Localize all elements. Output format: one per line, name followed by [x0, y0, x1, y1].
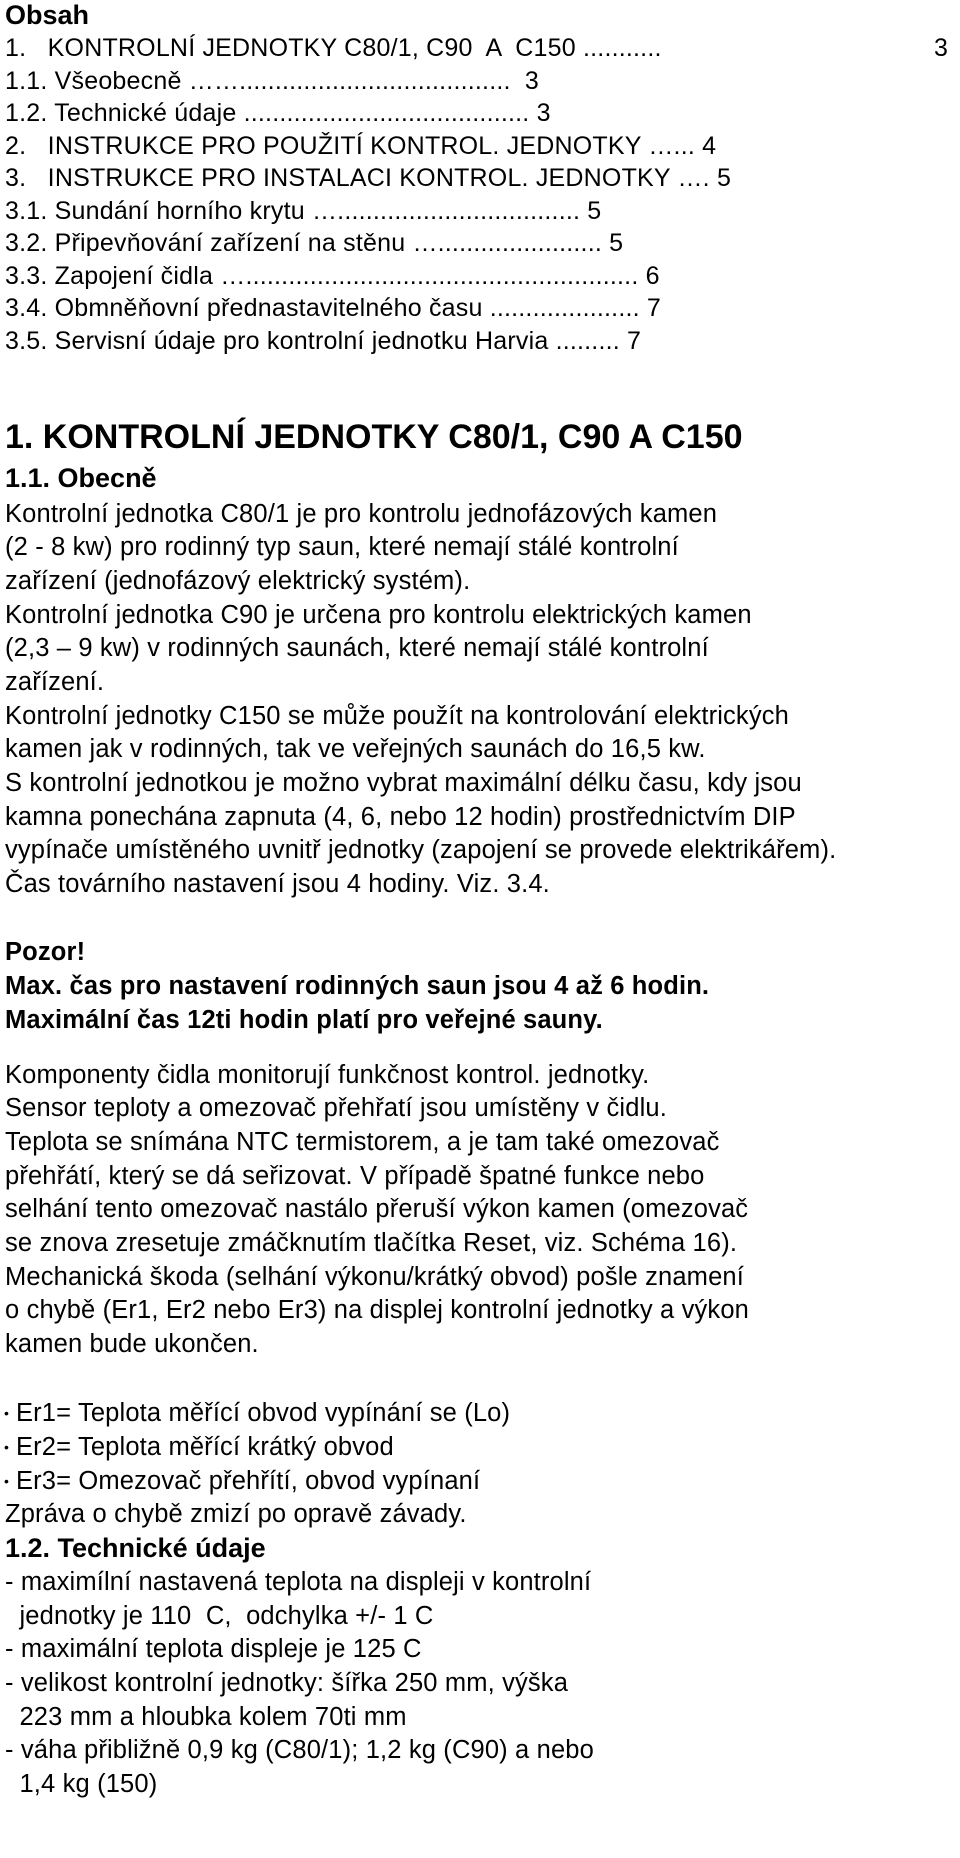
error-item: Er3= Omezovač přehřítí, obvod vypínaní [16, 1467, 481, 1495]
error-item: Er2= Teplota měřící krátký obvod [16, 1433, 394, 1461]
spec-line: - maximální teplota displeje je 125 C [5, 1635, 422, 1663]
paragraph-line: Čas továrního nastavení jsou 4 hodiny. Viz. 3.4. [5, 870, 550, 898]
spec-line: jednotky je 110 C, odchylka +/- 1 C [5, 1602, 434, 1630]
toc-item: 1.1. Všeobecně ……...................................... 3 [5, 67, 540, 95]
paragraph-line: (2,3 – 9 kw) v rodinných saunách, které nemají stálé kontrolní [5, 634, 709, 662]
toc-item-page: 3 [934, 34, 949, 62]
bullet-icon: • [4, 1405, 9, 1421]
paragraph-line: S kontrolní jednotkou je možno vybrat maximální délku času, kdy jsou [5, 769, 802, 797]
sensor-line: Komponenty čidla monitorují funkčnost kontrol. jednotky. [5, 1061, 650, 1089]
toc-item: 1. KONTROLNÍ JEDNOTKY C80/1, C90 A C150 ........... [5, 34, 662, 62]
sensor-line: Teplota se snímána NTC termistorem, a je tam také omezovač [5, 1128, 720, 1156]
paragraph-line: zařízení. [5, 668, 105, 696]
paragraph-line: kamna ponechána zapnuta (4, 6, nebo 12 hodin) prostřednictvím DIP [5, 803, 796, 831]
error-item: Er1= Teplota měřící obvod vypínání se (Lo) [16, 1399, 511, 1427]
toc-item: 2. INSTRUKCE PRO POUŽITÍ KONTROL. JEDNOTKY …... 4 [5, 132, 717, 160]
spec-line: - maximílní nastavená teplota na displeji v kontrolní [5, 1568, 592, 1596]
paragraph-line: Kontrolní jednotka C90 je určena pro kontrolu elektrických kamen [5, 601, 752, 629]
paragraph-line: zařízení (jednofázový elektrický systém). [5, 567, 471, 595]
sensor-line: selhání tento omezovač nastálo přeruší výkon kamen (omezovač [5, 1195, 749, 1223]
paragraph-line: Kontrolní jednotky C150 se může použít na kontrolování elektrických [5, 702, 789, 730]
toc-item: 3.3. Zapojení čidla …....................................................... 6 [5, 262, 660, 290]
sensor-line: se znova zresetuje zmáčknutím tlačítka Reset, viz. Schéma 16). [5, 1229, 738, 1257]
bullet-icon: • [4, 1473, 9, 1489]
toc-title: Obsah [5, 0, 90, 30]
toc-item: 3.4. Obmněňovní přednastavitelného času ..................... 7 [5, 294, 662, 322]
sensor-line: kamen bude ukončen. [5, 1330, 259, 1358]
sensor-line: Mechanická škoda (selhání výkonu/krátký obvod) pošle znamení [5, 1263, 744, 1291]
paragraph-line: (2 - 8 kw) pro rodinný typ saun, které nemají stálé kontrolní [5, 533, 679, 561]
sensor-line: o chybě (Er1, Er2 nebo Er3) na displej kontrolní jednotky a výkon [5, 1296, 749, 1324]
spec-line: 1,4 kg (150) [5, 1770, 158, 1798]
paragraph-line: Kontrolní jednotka C80/1 je pro kontrolu jednofázových kamen [5, 500, 718, 528]
toc-item: 3. INSTRUKCE PRO INSTALACI KONTROL. JEDNOTKY …. 5 [5, 164, 732, 192]
sensor-line: Sensor teploty a omezovač přehřatí jsou umístěny v čidlu. [5, 1094, 667, 1122]
spec-line: - velikost kontrolní jednotky: šířka 250 mm, výška [5, 1669, 569, 1697]
toc-item: 3.1. Sundání horního krytu ….................................. 5 [5, 197, 602, 225]
bullet-icon: • [4, 1439, 9, 1455]
spec-line: 223 mm a hloubka kolem 70ti mm [5, 1703, 407, 1731]
warning-line: Max. čas pro nastavení rodinných saun jsou 4 až 6 hodin. [5, 972, 710, 1000]
toc-item: 1.2. Technické údaje ........................................ 3 [5, 99, 551, 127]
warning-line: Maximální čas 12ti hodin platí pro veřejné sauny. [5, 1006, 603, 1034]
paragraph-line: vypínače umístěného uvnitř jednotky (zapojení se provede elektrikářem). [5, 836, 837, 864]
subsection-heading: 1.2. Technické údaje [5, 1533, 266, 1563]
toc-item: 3.2. Připevňování zařízení na stěnu …....................... 5 [5, 229, 624, 257]
spec-line: - váha přibližně 0,9 kg (C80/1); 1,2 kg (C90) a nebo [5, 1736, 594, 1764]
subsection-heading: 1.1. Obecně [5, 463, 157, 493]
warning-title: Pozor! [5, 938, 86, 966]
section-heading: 1. KONTROLNÍ JEDNOTKY C80/1, C90 A C150 [5, 418, 743, 456]
error-note: Zpráva o chybě zmizí po opravě závady. [5, 1500, 467, 1528]
sensor-line: přehřátí, který se dá seřizovat. V případě špatné funkce nebo [5, 1162, 705, 1190]
paragraph-line: kamen jak v rodinných, tak ve veřejných saunách do 16,5 kw. [5, 735, 706, 763]
toc-item: 3.5. Servisní údaje pro kontrolní jednotku Harvia ......... 7 [5, 327, 642, 355]
